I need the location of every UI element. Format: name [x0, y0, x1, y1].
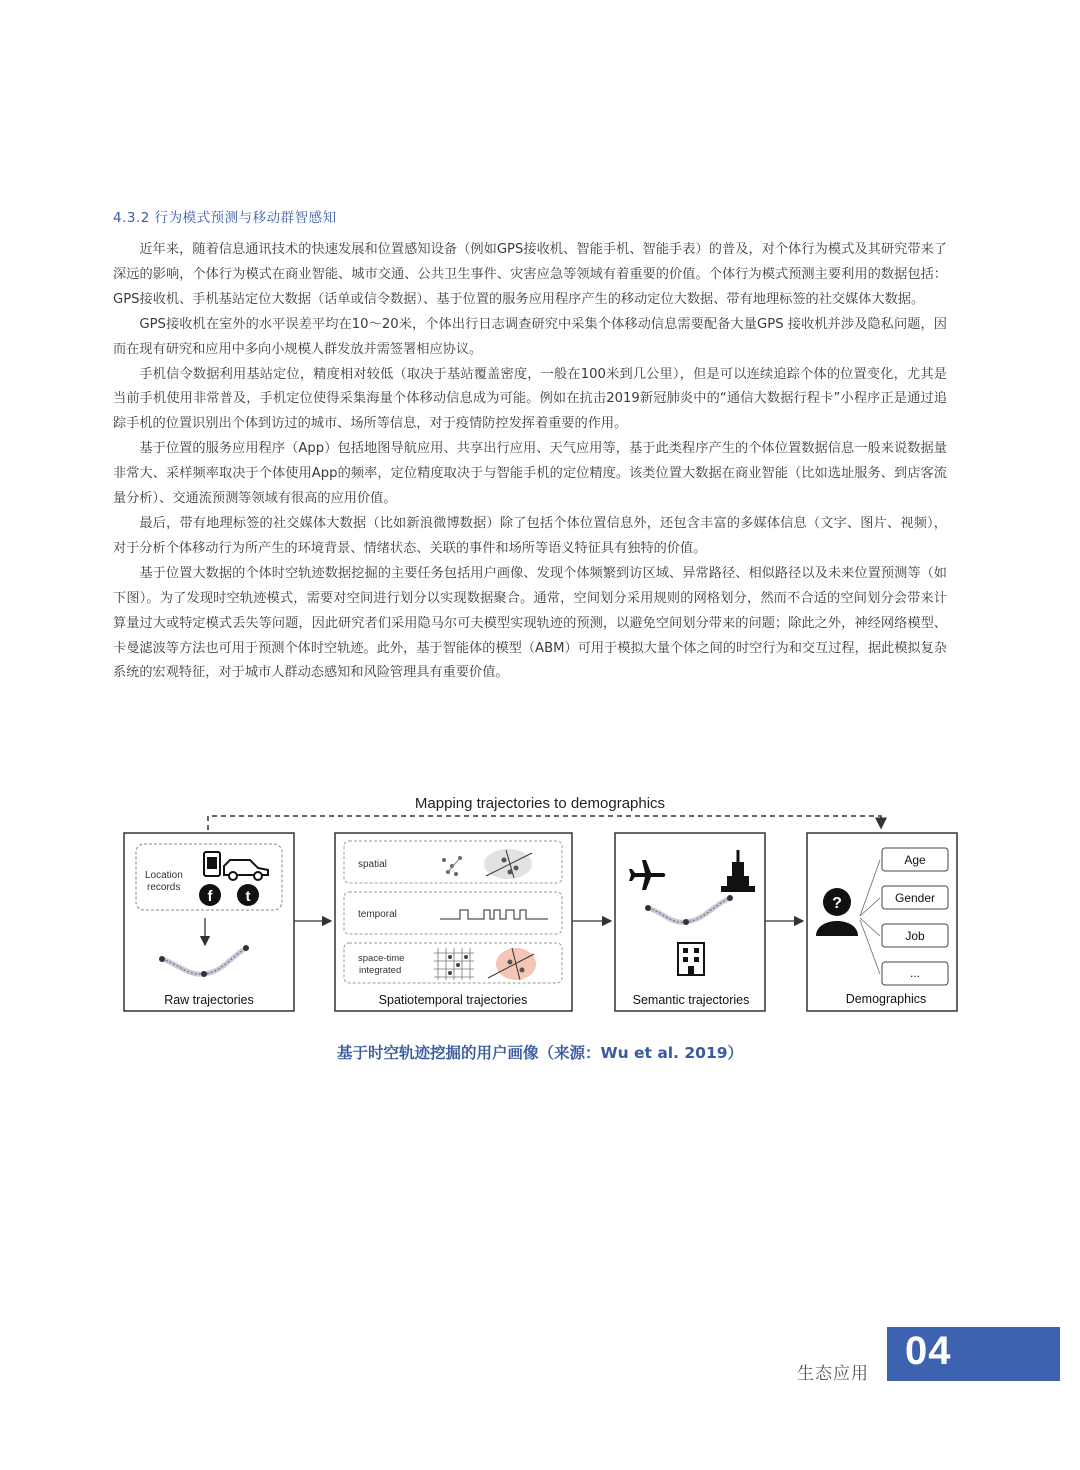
chapter-badge [887, 1327, 1060, 1381]
section-title: 4.3.2 行为模式预测与移动群智感知 [113, 210, 337, 226]
paragraph-trajectory-mining: 基于位置大数据的个体时空轨迹数据挖掘的主要任务包括用户画像、发现个体频繁到访区域、异常路径、相似路径以及未来位置预测等（如下图）。为了发现时空轨迹模式，需要对空间进行划分以实现数据聚合。通常，空间划分采用规则的网格划分，然而不合适的空间划分会带来计算量过大或特定模式丢失等问题，因此研究者们采用隐马尔可夫模型实现轨迹的预测，以避免空间划分带来的问题；除此之外，神经网络模型、卡曼滤波等方法也可用于预测个体时空轨迹。此外，基于智能体的模型（ABM）可用于模拟大量个体之间的时空行为和交互过程，据此模拟复杂系统的宏观特征，对于城市人群动态感知和风险管理具有重要价值。 [113, 565, 947, 681]
body-text [113, 238, 947, 686]
facebook-icon [199, 884, 221, 906]
paragraph-lbs-app: 基于位置的服务应用程序（App）包括地图导航应用、共享出行应用、天气应用等，基于此类程序产生的个体位置数据信息一般来说数据量非常大、采样频率取决于个体使用App的频率，定位精度取决于与智能手机的定位精度。该类位置大数据在商业智能（比如选址服务、到店客流量分析）、交通流预测等领域有很高的应用价值。 [113, 441, 947, 507]
raw-trajectories-panel [124, 833, 294, 1011]
temporal-label: temporal [358, 909, 397, 920]
paragraph-cellular: 手机信令数据利用基站定位，精度相对较低（取决于基站覆盖密度，一般在100米到几公里），但是可以连续追踪个体的位置变化，尤其是当前手机使用非常普及，手机定位使得采集海量个体移动信息成为可能。例如在抗击2019新冠肺炎中的“通信大数据行程卡”小程序正是通过追踪手机的位置识别出个体到访过的城市、场所等信息，对于疫情防控发挥着重要的作用。 [113, 366, 947, 432]
location-records-line1: Location [145, 870, 183, 881]
svg-text:t: t [245, 888, 251, 905]
mapping-label: Mapping trajectories to demographics [414, 795, 666, 812]
footer-section-name: 生态应用 [797, 1364, 869, 1384]
tumblr-icon [237, 884, 259, 906]
trajectory-figure [118, 788, 962, 1020]
spatial-label: spatial [358, 859, 387, 870]
demographics-panel [807, 833, 957, 1011]
spatiotemporal-panel [335, 833, 572, 1011]
svg-text:Age: Age [904, 853, 926, 867]
mapping-dashed-arrow [208, 816, 881, 830]
paragraph-social-media: 最后，带有地理标签的社交媒体大数据（比如新浪微博数据）除了包括个体位置信息外，还包含丰富的多媒体信息（文字、图片、视频），对于分析个体移动行为所产生的环境背景、情绪状态、关联的事件和场所等语义特征具有独特的价值。 [113, 515, 947, 556]
figure-caption: 基于时空轨迹挖掘的用户画像（来源：Wu et al. 2019） [336, 1044, 744, 1062]
spatial-cluster-ellipse-icon [484, 849, 532, 879]
raw-trajectories-label: Raw trajectories [164, 993, 254, 1007]
spatiotemporal-label: Spatiotemporal trajectories [378, 993, 528, 1007]
location-records-line2: records [147, 882, 181, 893]
svg-text:?: ? [832, 895, 842, 912]
svg-text:f: f [207, 888, 213, 905]
semantic-panel [615, 833, 765, 1011]
paragraph-intro: 近年来，随着信息通讯技术的快速发展和位置感知设备（例如GPS接收机、智能手机、智能手表）的普及，对个体行为模式及其研究带来了深远的影响，个体行为模式在商业智能、城市交通、公共卫生事件、灾害应急等领域有着重要的价值。个体行为模式预测主要利用的数据包括：GPS接收机、手机基站定位大数据（话单或信令数据）、基于位置的服务应用程序产生的移动定位大数据、带有地理标签的社交媒体大数据。 [113, 242, 947, 307]
chapter-number: 04 [905, 1329, 952, 1373]
svg-text:Gender: Gender [894, 891, 936, 905]
space-time-label-line2: integrated [359, 965, 402, 976]
paragraph-gps: GPS接收机在室外的水平误差平均在10～20米，个体出行日志调查研究中采集个体移动信息需要配备大量GPS 接收机并涉及隐私问题，因而在现有研究和应用中多向小规模人群发放并需签署相应协议。 [113, 316, 947, 357]
space-time-label-line1: space-time [358, 953, 405, 964]
svg-text:Job: Job [905, 929, 925, 943]
semantic-label: Semantic trajectories [632, 993, 750, 1007]
svg-text:...: ... [909, 966, 921, 980]
demographics-label: Demographics [845, 992, 927, 1006]
